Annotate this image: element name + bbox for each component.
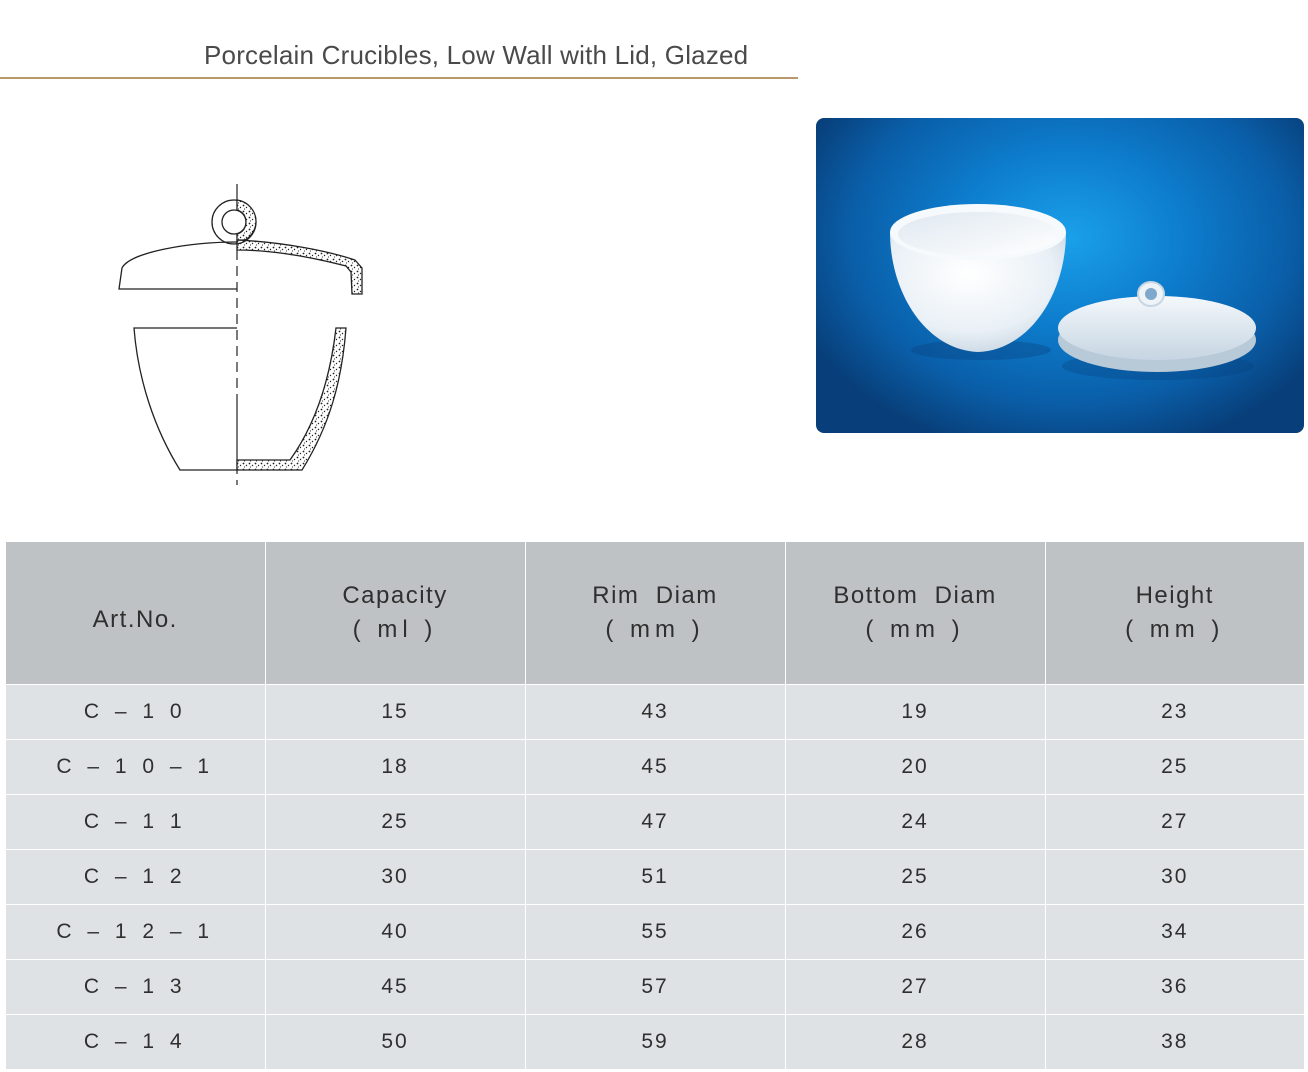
cell-rim-diam: 57 [525, 960, 785, 1015]
table-row [6, 795, 1304, 850]
header-bottom-diam-unit: ( mm ) [865, 616, 965, 643]
header-bottom-diam-label: Bottom Diam [833, 582, 997, 609]
cell-rim-diam: 43 [525, 685, 785, 740]
cell-rim-diam: 47 [525, 795, 785, 850]
cell-height: 36 [1045, 960, 1304, 1015]
cell-capacity: 50 [265, 1015, 525, 1070]
cell-rim-diam: 59 [525, 1015, 785, 1070]
table-row [6, 685, 1304, 740]
cell-art-no: C – 1 0 [6, 685, 265, 740]
cell-bottom-diam: 19 [785, 685, 1045, 740]
header-height-label: Height [1135, 582, 1214, 609]
header-capacity-unit: ( ml ) [352, 616, 438, 643]
table-header-row [6, 542, 1304, 685]
cell-bottom-diam: 28 [785, 1015, 1045, 1070]
header-art-no-label: Art.No. [92, 606, 178, 633]
cell-height: 23 [1045, 685, 1304, 740]
table-row [6, 740, 1304, 795]
header-rim-diam-unit: ( mm ) [605, 616, 705, 643]
page-title: Porcelain Crucibles, Low Wall with Lid, Glazed [204, 40, 749, 70]
header-rim-diam-label: Rim Diam [592, 582, 718, 609]
cell-height: 38 [1045, 1015, 1304, 1070]
cell-rim-diam: 45 [525, 740, 785, 795]
table-row [6, 850, 1304, 905]
cell-bottom-diam: 24 [785, 795, 1045, 850]
cell-height: 27 [1045, 795, 1304, 850]
cell-height: 34 [1045, 905, 1304, 960]
table-row [6, 905, 1304, 960]
cell-height: 25 [1045, 740, 1304, 795]
cell-bottom-diam: 27 [785, 960, 1045, 1015]
header-rim-diam [525, 542, 785, 685]
cell-rim-diam: 55 [525, 905, 785, 960]
cell-capacity: 40 [265, 905, 525, 960]
cell-capacity: 25 [265, 795, 525, 850]
cell-bottom-diam: 20 [785, 740, 1045, 795]
header-art-no [6, 542, 265, 685]
cell-art-no: C – 1 4 [6, 1015, 265, 1070]
table-row [6, 1015, 1304, 1070]
cell-art-no: C – 1 1 [6, 795, 265, 850]
crucible-cross-section-drawing [110, 180, 380, 490]
specs-table [6, 542, 1304, 1069]
header-capacity [265, 542, 525, 685]
cell-capacity: 45 [265, 960, 525, 1015]
cell-bottom-diam: 26 [785, 905, 1045, 960]
cell-bottom-diam: 25 [785, 850, 1045, 905]
header-height-unit: ( mm ) [1125, 616, 1225, 643]
cell-capacity: 18 [265, 740, 525, 795]
cell-art-no: C – 1 0 – 1 [6, 740, 265, 795]
table-row [6, 960, 1304, 1015]
cell-art-no: C – 1 2 – 1 [6, 905, 265, 960]
product-photo [816, 118, 1304, 433]
cell-rim-diam: 51 [525, 850, 785, 905]
cell-art-no: C – 1 3 [6, 960, 265, 1015]
cell-height: 30 [1045, 850, 1304, 905]
title-divider [0, 77, 798, 79]
header-height [1045, 542, 1304, 685]
cell-capacity: 30 [265, 850, 525, 905]
header-capacity-label: Capacity [342, 582, 448, 609]
cell-capacity: 15 [265, 685, 525, 740]
header-bottom-diam [785, 542, 1045, 685]
cell-art-no: C – 1 2 [6, 850, 265, 905]
